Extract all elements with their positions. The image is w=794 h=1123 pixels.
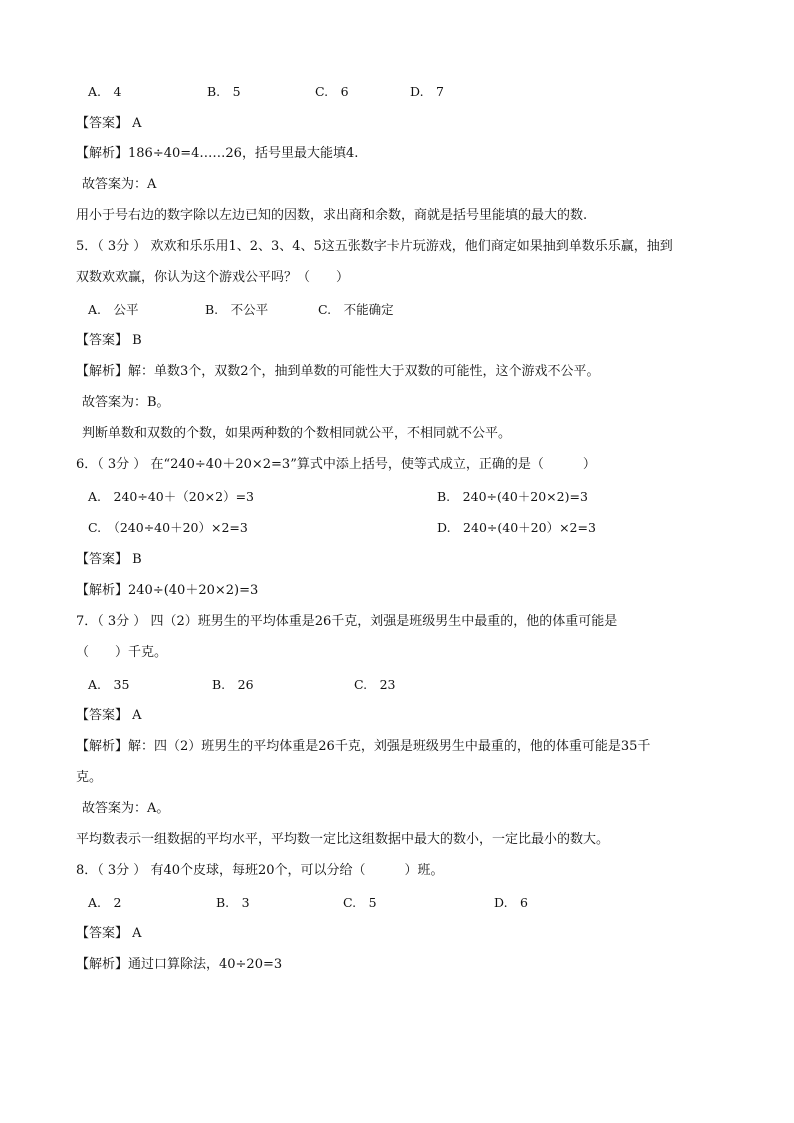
q8-option-c: C. 5 [343, 895, 377, 910]
q6-answer: 【答案】 B [76, 552, 142, 567]
q7-stem-line2: （ ）千克。 [76, 645, 168, 660]
q8-option-a: A. 2 [88, 895, 122, 910]
q5-answer-statement: 故答案为：B。 [82, 395, 170, 410]
q5-option-a: A. 公平 [88, 302, 139, 317]
q7-stem-line1: 7．（ 3分 ） 四（2）班男生的平均体重是26千克，刘强是班级男生中最重的，他的体重可能是 [76, 614, 618, 629]
q4-note: 用小于号右边的数字除以左边已知的因数，求出商和余数，商就是括号里能填的最大的数. [76, 208, 588, 223]
q8-stem: 8．（ 3分 ） 有40个皮球，每班20个，可以分给（ ）班。 [76, 863, 444, 878]
q4-option-a: A. 4 [88, 84, 122, 99]
q5-option-c: C. 不能确定 [318, 302, 394, 317]
q5-note: 判断单数和双数的个数，如果两种数的个数相同就公平，不相同就不公平。 [82, 426, 512, 441]
q6-stem: 6．（ 3分 ） 在“240÷40＋20×2=3”算式中添上括号，使等式成立，正确的是（ ） [76, 457, 596, 472]
q4-option-b: B. 5 [207, 84, 241, 99]
q6-option-b: B. 240÷(40＋20×2)=3 [437, 489, 588, 504]
q4-option-c: C. 6 [315, 84, 349, 99]
q8-option-b: B. 3 [216, 895, 250, 910]
q5-answer: 【答案】 B [76, 333, 142, 348]
q7-option-c: C. 23 [354, 677, 396, 692]
q6-analysis: 【解析】240÷(40＋20×2)=3 [76, 583, 259, 598]
q5-stem-line1: 5．（ 3分 ） 欢欢和乐乐用1、2、3、4、5这五张数字卡片玩游戏，他们商定如果抽到单数乐乐赢，抽到 [76, 239, 673, 254]
q4-answer: 【答案】 A [76, 116, 142, 131]
q7-option-b: B. 26 [212, 677, 254, 692]
q8-answer: 【答案】 A [76, 926, 142, 941]
q4-analysis: 【解析】186÷40=4……26，括号里最大能填4. [76, 146, 359, 161]
q8-option-d: D. 6 [494, 895, 529, 910]
q5-analysis: 【解析】解：单数3个，双数2个，抽到单数的可能性大于双数的可能性，这个游戏不公平。 [76, 364, 600, 379]
q4-answer-statement: 故答案为：A [82, 177, 157, 192]
q5-stem-line2: 双数欢欢赢，你认为这个游戏公平吗？（ ） [76, 270, 350, 285]
q7-analysis-line2: 克。 [76, 770, 103, 785]
q5-option-b: B. 不公平 [205, 302, 269, 317]
q7-note: 平均数表示一组数据的平均水平，平均数一定比这组数据中最大的数小，一定比最小的数大。 [76, 832, 610, 847]
q8-analysis: 【解析】通过口算除法，40÷20=3 [76, 957, 283, 972]
q7-analysis-line1: 【解析】解：四（2）班男生的平均体重是26千克，刘强是班级男生中最重的，他的体重可能是35千 [76, 739, 651, 754]
q6-option-d: D. 240÷(40＋20）×2=3 [437, 520, 596, 535]
q6-option-a: A. 240÷40＋（20×2）=3 [88, 489, 254, 504]
q7-answer-statement: 故答案为：A。 [82, 801, 170, 816]
q4-option-d: D. 7 [410, 84, 445, 99]
q7-option-a: A. 35 [88, 677, 130, 692]
q6-option-c: C. （240÷40＋20）×2=3 [88, 520, 248, 535]
q7-answer: 【答案】 A [76, 708, 142, 723]
